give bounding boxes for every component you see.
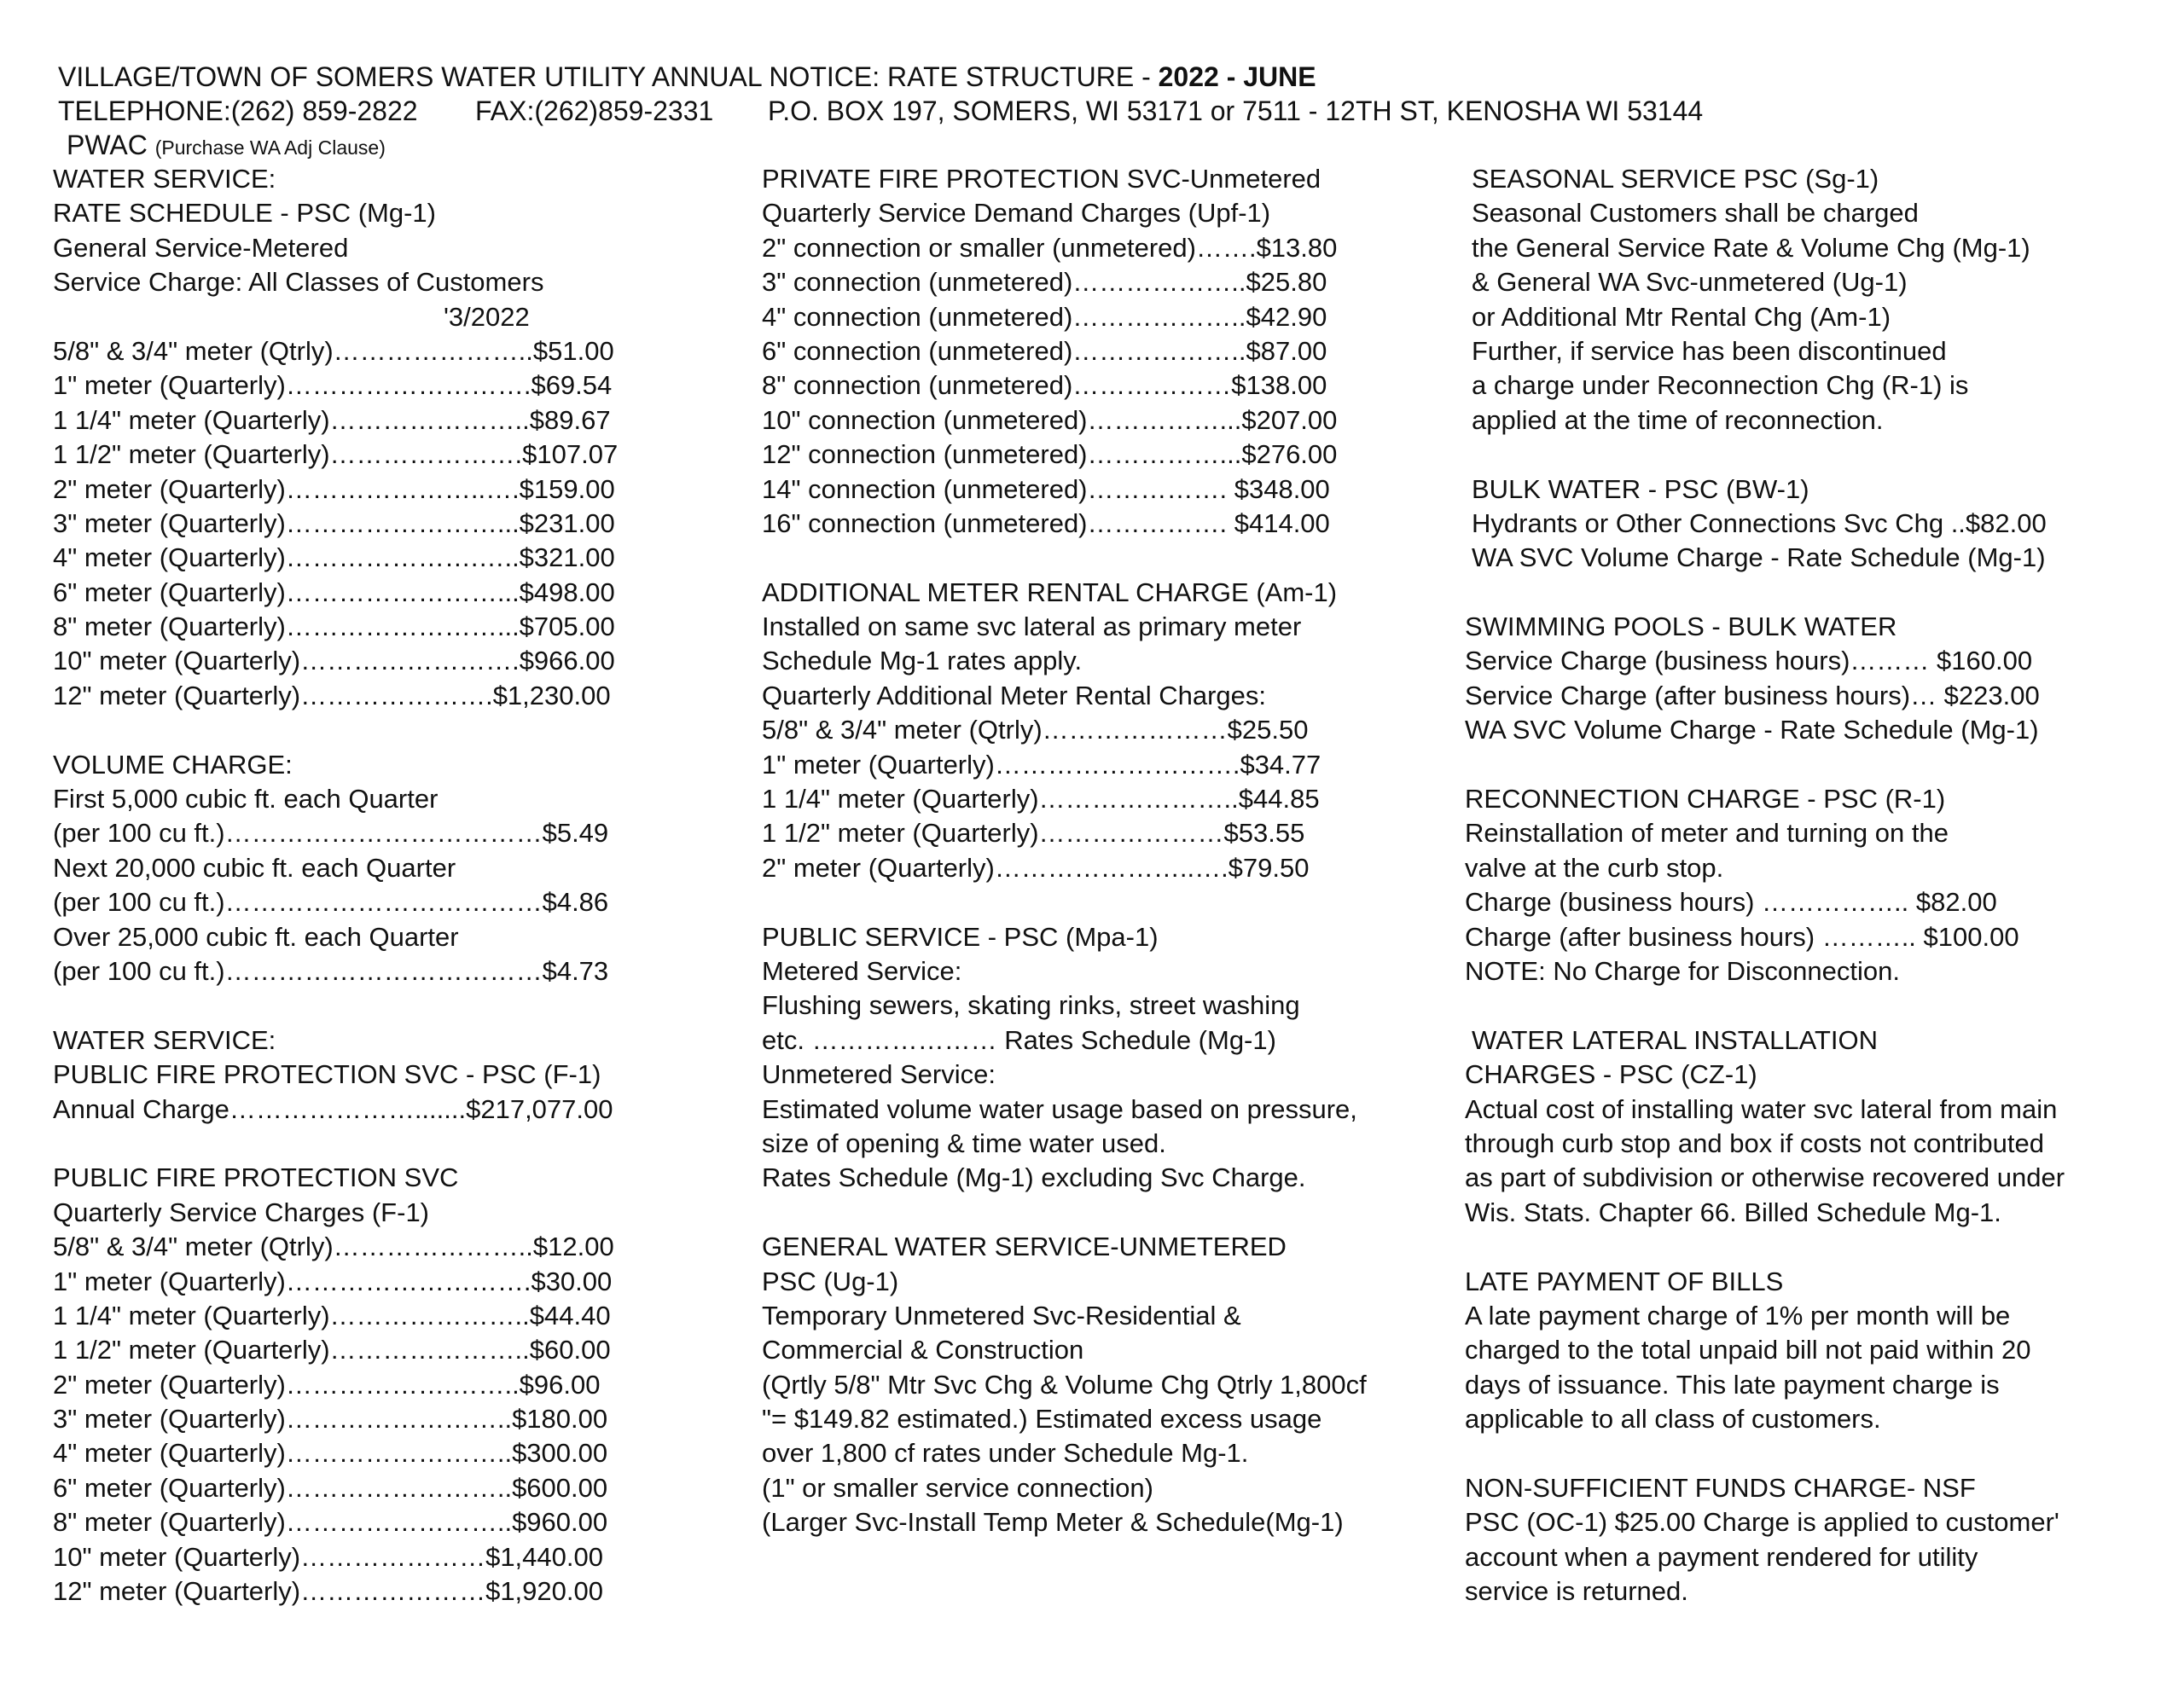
spacer: [1465, 1230, 2164, 1264]
section-public-service: [762, 920, 1410, 1196]
rate-row: 3" meter (Quarterly)……………………...$231.00: [53, 507, 615, 538]
section-heading: NON-SUFFICIENT FUNDS CHARGE- NSF: [1465, 1472, 1976, 1503]
section-heading: PUBLIC SERVICE - PSC (Mpa-1): [762, 921, 1159, 952]
rate-row: 14" connection (unmetered)……………. $348.00: [762, 473, 1330, 504]
section-heading: ADDITIONAL METER RENTAL CHARGE (Am-1): [762, 577, 1338, 607]
text-line: (Larger Svc-Install Temp Meter & Schedule(Mg-1): [762, 1507, 1344, 1538]
text-line: Over 25,000 cubic ft. each Quarter: [53, 921, 459, 952]
rate-row: 4" meter (Quarterly)……………………..$300.00: [53, 1438, 608, 1469]
rate-row: 1 1/2" meter (Quarterly)…………………$53.55: [762, 818, 1305, 849]
section-late-payment: [1465, 1265, 2164, 1437]
telephone: TELEPHONE:(262) 859-2822: [58, 96, 418, 126]
spacer: [762, 541, 1410, 575]
title-year: 2022 - JUNE: [1158, 61, 1316, 92]
rate-row: 2" meter (Quarterly)……………….……..$96.00: [53, 1369, 601, 1400]
rate-row: 2" meter (Quarterly)…………………..….$79.50: [762, 852, 1310, 883]
rate-row: 16" connection (unmetered)……………. $414.00: [762, 507, 1330, 538]
section-subheading: PUBLIC FIRE PROTECTION SVC - PSC (F-1): [53, 1059, 601, 1090]
spacer: [53, 713, 667, 747]
text-line: PSC (OC-1) $25.00 Charge is applied to customer': [1465, 1507, 2059, 1538]
title-text: VILLAGE/TOWN OF SOMERS WATER UTILITY ANNUAL NOTICE: RATE STRUCTURE -: [58, 61, 1159, 92]
rate-row: Service Charge (business hours)……… $160.00: [1465, 646, 2033, 676]
text-line: WA SVC Volume Charge - Rate Schedule (Mg-1): [1472, 542, 2046, 573]
contact-line: [58, 94, 1704, 128]
rate-row: 10" connection (unmetered)……………...$207.00: [762, 404, 1338, 435]
text-line: Quarterly Additional Meter Rental Charges:: [762, 680, 1267, 710]
text-line: Actual cost of installing water svc lateral from main: [1465, 1093, 2058, 1124]
section-heading: LATE PAYMENT OF BILLS: [1465, 1266, 1784, 1296]
pwac-label: PWAC: [67, 130, 148, 160]
text-line: "= $149.82 estimated.) Estimated excess usage: [762, 1404, 1322, 1435]
spacer: [1465, 988, 2164, 1023]
section-subheading: RATE SCHEDULE - PSC (Mg-1): [53, 198, 436, 229]
section-heading: WATER LATERAL INSTALLATION: [1472, 1024, 1878, 1055]
rate-row: 8" connection (unmetered)………………$138.00: [762, 370, 1327, 401]
text-line: service is returned.: [1465, 1576, 1688, 1607]
text-line: A late payment charge of 1% per month will be: [1465, 1300, 2011, 1330]
fax: FAX:(262)859-2331: [475, 96, 714, 126]
rate-row: 1 1/4" meter (Quarterly)…………………..$44.85: [762, 784, 1320, 815]
section-private-fire: [762, 162, 1410, 541]
text-line: Commercial & Construction: [762, 1335, 1084, 1365]
spacer: [53, 1127, 667, 1161]
text-line: Seasonal Customers shall be charged: [1472, 198, 1919, 229]
section-heading: VOLUME CHARGE:: [53, 749, 293, 780]
text-line: account when a payment rendered for utility: [1465, 1541, 1978, 1572]
section-heading: SWIMMING POOLS - BULK WATER: [1465, 612, 1897, 642]
spacer: [1465, 576, 2164, 610]
text-line: (1" or smaller service connection): [762, 1472, 1153, 1503]
text-line: as part of subdivision or otherwise recovered under: [1465, 1162, 2065, 1193]
text-line: Quarterly Service Demand Charges (Upf-1): [762, 198, 1271, 229]
text-line: (Qrtly 5/8" Mtr Svc Chg & Volume Chg Qtrly 1,800cf: [762, 1369, 1367, 1400]
text-line: through curb stop and box if costs not contributed: [1465, 1128, 2044, 1158]
rate-row: (per 100 cu ft.)………………………………$5.49: [53, 818, 609, 849]
section-heading: WATER SERVICE:: [53, 1024, 276, 1055]
text-line: size of opening & time water used.: [762, 1128, 1166, 1158]
rate-row: 5/8" & 3/4" meter (Qtrly)…………………..$51.00: [53, 335, 614, 366]
rate-row: 1" meter (Quarterly)……………………….$69.54: [53, 370, 613, 401]
spacer: [762, 885, 1410, 919]
column-middle: [762, 162, 1410, 1540]
section-heading: GENERAL WATER SERVICE-UNMETERED: [762, 1232, 1287, 1262]
pwac-line: [67, 128, 386, 165]
section-heading: RECONNECTION CHARGE - PSC (R-1): [1465, 784, 1946, 815]
text-line: & General WA Svc-unmetered (Ug-1): [1472, 267, 1908, 298]
section-public-fire-quarterly: [53, 1161, 667, 1609]
rate-row: 8" meter (Quarterly)……………………...$705.00: [53, 612, 615, 642]
text-line: days of issuance. This late payment charge is: [1465, 1369, 2000, 1400]
text-line: Rates Schedule (Mg-1) excluding Svc Charge.: [762, 1162, 1306, 1193]
text-line: General Service-Metered: [53, 232, 349, 263]
rate-row: Annual Charge………………….......$217,077.00: [53, 1093, 613, 1124]
text-line: Unmetered Service:: [762, 1059, 996, 1090]
section-seasonal-service: [1465, 162, 2164, 438]
rate-row: (per 100 cu ft.)………………………………$4.86: [53, 887, 609, 918]
section-subheading: PSC (Ug-1): [762, 1266, 899, 1296]
text-line: Reinstallation of meter and turning on the: [1465, 818, 1949, 849]
rate-row: Charge (after business hours) ……….. $100.00: [1465, 921, 2019, 952]
text-line: or Additional Mtr Rental Chg (Am-1): [1472, 301, 1891, 332]
rate-row: 1 1/2" meter (Quarterly)………………….$107.07: [53, 439, 619, 470]
rate-row: Service Charge (after business hours)… $223.00: [1465, 680, 2040, 710]
section-additional-meter-rental: [762, 576, 1410, 886]
effective-date: '3/2022: [444, 301, 530, 332]
notice-title: [58, 60, 1316, 94]
text-line: applicable to all class of customers.: [1465, 1404, 1881, 1435]
rate-row: 10" meter (Quarterly)…………………$1,440.00: [53, 1541, 603, 1572]
rate-row: 2" connection or smaller (unmetered)…….$13.80: [762, 232, 1338, 263]
rate-row: Charge (business hours) …………….. $82.00: [1465, 887, 1997, 918]
section-public-fire-annual: [53, 1023, 667, 1127]
rate-row: 12" meter (Quarterly)………………….$1,230.00: [53, 680, 611, 710]
rate-row: 5/8" & 3/4" meter (Qtrly)…………………$25.50: [762, 715, 1309, 745]
rate-row: 8" meter (Quarterly)……………………..$960.00: [53, 1507, 608, 1538]
text-line: over 1,800 cf rates under Schedule Mg-1.: [762, 1438, 1249, 1469]
section-heading: WATER SERVICE:: [53, 164, 276, 194]
rate-row: 12" meter (Quarterly)…………………$1,920.00: [53, 1576, 603, 1607]
rate-row: (per 100 cu ft.)………………………………$4.73: [53, 955, 609, 986]
rate-row: 1 1/4" meter (Quarterly)…………………..$44.40: [53, 1300, 611, 1330]
text-line: Next 20,000 cubic ft. each Quarter: [53, 852, 456, 883]
text-line: Service Charge: All Classes of Customers: [53, 267, 544, 298]
rate-row: 6" meter (Quarterly)……………………...$498.00: [53, 577, 615, 607]
spacer: [1465, 1436, 2164, 1470]
rate-row: Hydrants or Other Connections Svc Chg ..$82.00: [1472, 507, 2047, 538]
rate-row: 12" connection (unmetered)……………...$276.00: [762, 439, 1338, 470]
rate-row: 3" connection (unmetered)………………..$25.80: [762, 267, 1327, 298]
rate-row: 2" meter (Quarterly)…………………..….$159.00: [53, 473, 615, 504]
section-heading: BULK WATER - PSC (BW-1): [1472, 473, 1809, 504]
text-line: Flushing sewers, skating rinks, street washing: [762, 990, 1300, 1021]
section-water-service-metered: [53, 162, 667, 713]
rate-row: 4" meter (Quarterly)………………….…..$321.00: [53, 542, 615, 573]
section-general-unmetered: [762, 1230, 1410, 1540]
text-line: WA SVC Volume Charge - Rate Schedule (Mg-1): [1465, 715, 2039, 745]
rate-row: 3" meter (Quarterly)……………………..$180.00: [53, 1404, 608, 1435]
rate-row: 6" connection (unmetered)………………..$87.00: [762, 335, 1327, 366]
section-heading: PUBLIC FIRE PROTECTION SVC: [53, 1162, 459, 1193]
section-bulk-water: [1465, 472, 2164, 576]
section-heading: SEASONAL SERVICE PSC (Sg-1): [1472, 164, 1879, 194]
section-heading: PRIVATE FIRE PROTECTION SVC-Unmetered: [762, 164, 1321, 194]
text-line: First 5,000 cubic ft. each Quarter: [53, 784, 439, 815]
column-left: [53, 162, 667, 1609]
column-right: [1465, 162, 2164, 1609]
rate-row: 1 1/4" meter (Quarterly)…………………..$89.67: [53, 404, 611, 435]
text-line: Further, if service has been discontinued: [1472, 335, 1947, 366]
section-reconnection-charge: [1465, 782, 2164, 988]
pwac-note: (Purchase WA Adj Clause): [154, 136, 386, 159]
section-swimming-pools: [1465, 610, 2164, 748]
text-line: applied at the time of reconnection.: [1472, 404, 1884, 435]
text-line: Estimated volume water usage based on pressure,: [762, 1093, 1357, 1124]
text-line: etc. ………………… Rates Schedule (Mg-1): [762, 1024, 1276, 1055]
rate-row: 10" meter (Quarterly)…………………….$966.00: [53, 646, 615, 676]
text-line: Schedule Mg-1 rates apply.: [762, 646, 1083, 676]
text-line: a charge under Reconnection Chg (R-1) is: [1472, 370, 1969, 401]
section-nsf-charge: [1465, 1471, 2164, 1609]
text-line: Temporary Unmetered Svc-Residential &: [762, 1300, 1241, 1330]
rate-row: 1" meter (Quarterly)……………………….$30.00: [53, 1266, 613, 1296]
text-line: Wis. Stats. Chapter 66. Billed Schedule Mg-1.: [1465, 1197, 2001, 1227]
rate-row: 4" connection (unmetered)………………..$42.90: [762, 301, 1327, 332]
rate-row: 6" meter (Quarterly)……………………..$600.00: [53, 1472, 608, 1503]
text-line: Metered Service:: [762, 955, 962, 986]
text-line: Quarterly Service Charges (F-1): [53, 1197, 430, 1227]
section-volume-charge: [53, 748, 667, 989]
spacer: [1465, 438, 2164, 472]
spacer: [762, 1196, 1410, 1230]
section-subheading: CHARGES - PSC (CZ-1): [1465, 1059, 1757, 1090]
note-line: NOTE: No Charge for Disconnection.: [1465, 955, 1900, 986]
text-line: Installed on same svc lateral as primary meter: [762, 612, 1302, 642]
rate-row: 1" meter (Quarterly)……………………….$34.77: [762, 749, 1321, 780]
spacer: [1465, 748, 2164, 782]
rate-row: 5/8" & 3/4" meter (Qtrly)…………………..$12.00: [53, 1232, 614, 1262]
text-line: valve at the curb stop.: [1465, 852, 1724, 883]
text-line: charged to the total unpaid bill not paid within 20: [1465, 1335, 2031, 1365]
spacer: [53, 988, 667, 1023]
text-line: the General Service Rate & Volume Chg (Mg-1): [1472, 232, 2030, 263]
mailing-address: P.O. BOX 197, SOMERS, WI 53171 or 7511 - 12TH ST, KENOSHA WI 53144: [768, 96, 1704, 126]
section-water-lateral-installation: [1465, 1023, 2164, 1230]
rate-row: 1 1/2" meter (Quarterly)…………………..$60.00: [53, 1335, 611, 1365]
